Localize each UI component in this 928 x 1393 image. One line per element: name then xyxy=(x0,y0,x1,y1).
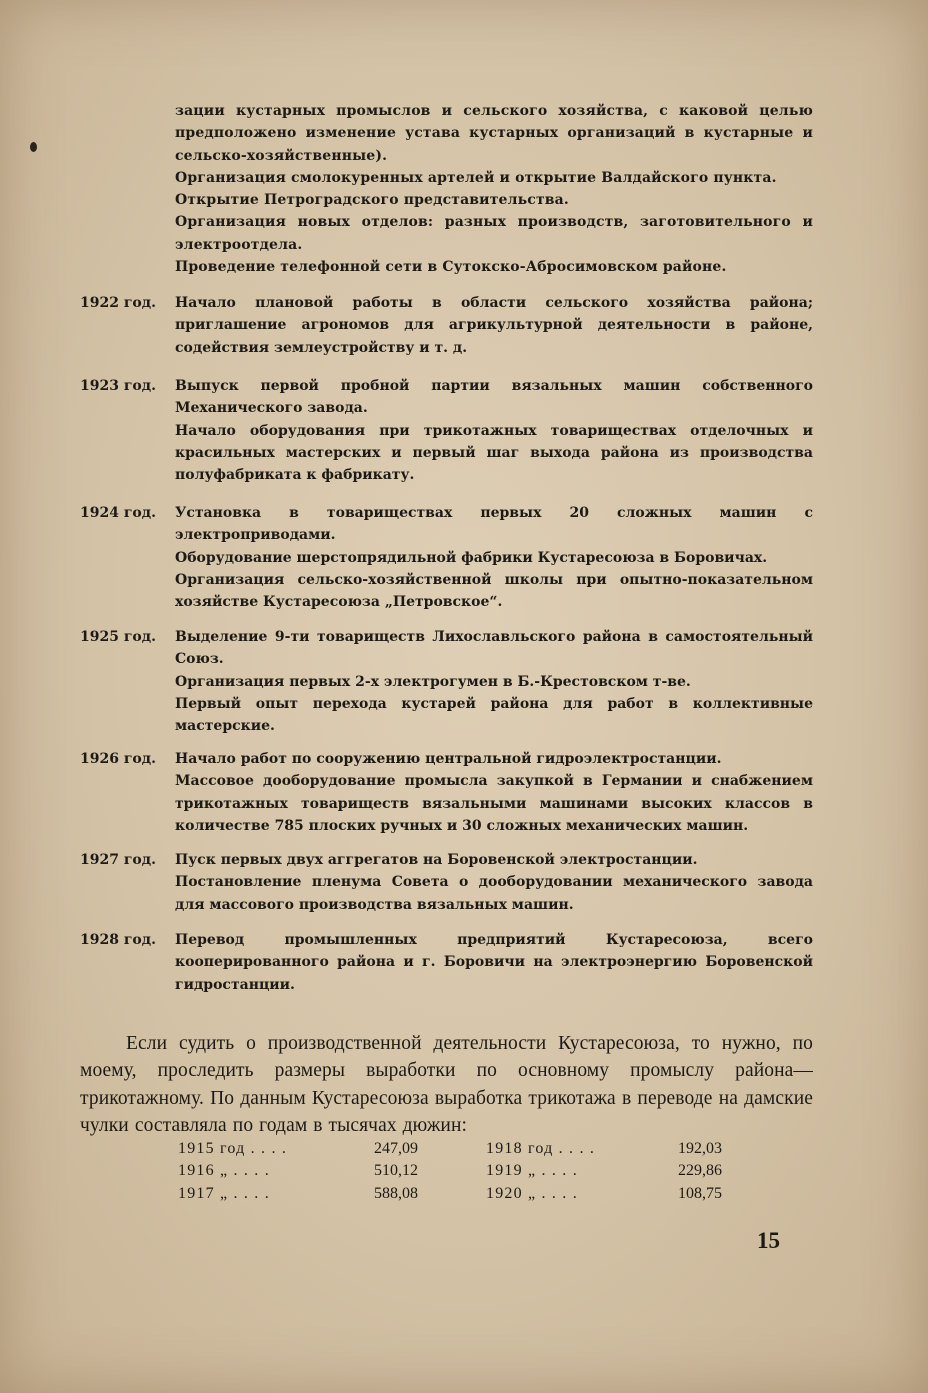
row-label: 1920 „ . . . . xyxy=(486,1184,578,1202)
intro-line: Проведение телефонной сети в Сутокско-Абросимовском районе. xyxy=(175,259,727,276)
chronology-entry-1923 xyxy=(80,375,813,486)
intro-line: Открытие Петроградского представительства. xyxy=(175,192,569,209)
entry-text: Выпуск первой пробной партии вязальных машин собственного Механического завода. xyxy=(175,378,813,417)
row-value: 588,08 xyxy=(374,1184,418,1202)
chronology-entry-1925 xyxy=(80,626,813,737)
entry-text: Выделение 9-ти товариществ Лихославльского района в самостоятельный Союз. xyxy=(175,629,813,668)
entry-text: Оборудование шерстопрядильной фабрики Кустаресоюза в Боровичах. xyxy=(175,549,768,566)
chronology-entry-1924 xyxy=(80,502,813,613)
row-value: 510,12 xyxy=(374,1162,418,1180)
chronology-entry-1928 xyxy=(80,929,813,996)
entry-text: Начало работ по сооружению центральной гидроэлектростанции. xyxy=(175,751,722,767)
chronology-entry-1922 xyxy=(80,292,813,359)
row-value: 229,86 xyxy=(678,1162,722,1180)
chronology-entry-1927 xyxy=(80,849,813,916)
production-table-left xyxy=(178,1138,418,1205)
row-label: 1918 год . . . . xyxy=(486,1140,596,1157)
entry-text: Организация сельско-хозяйственной школы при опытно-показательном хозяйстве Кустаресоюза „Петровское“. xyxy=(175,571,813,611)
entry-text: Пуск первых двух аггрегатов на Боровенской электростанции. xyxy=(175,852,698,868)
entry-year: 1924 год. xyxy=(80,505,156,521)
table-row xyxy=(486,1160,722,1182)
entry-text: Организация первых 2-х электрогумен в Б.-Крестовском т-ве. xyxy=(175,673,691,690)
entry-year: 1927 год. xyxy=(80,852,156,868)
row-value: 247,09 xyxy=(374,1140,418,1157)
table-row xyxy=(486,1138,722,1160)
body-paragraph: Если судить о производственной деятельности Кустаресоюза, то нужно, по моему, проследить размеры выработки по основному промыслу района—трикотажному. По данным Кустаресоюза выработка трикотажа в переводе на дамские чулки составляла по годам в тысячах дюжин: xyxy=(80,1032,813,1136)
row-label: 1917 „ . . . . xyxy=(178,1184,270,1202)
table-row xyxy=(178,1183,418,1205)
entry-text: Массовое дооборудование промысла закупкой в Германии и снабжением трикотажных товариществ вязальными машинами высоких классов в количестве 785 плоских ручных и 30 сложных механических машин. xyxy=(175,773,813,834)
row-label: 1919 „ . . . . xyxy=(486,1162,578,1180)
table-row xyxy=(486,1183,722,1205)
table-row xyxy=(178,1160,418,1182)
row-value: 192,03 xyxy=(678,1140,722,1157)
production-table-right xyxy=(486,1138,722,1205)
ink-spot xyxy=(30,142,37,152)
chronology-entry-1926 xyxy=(80,748,813,837)
entry-text: Первый опыт перехода кустарей района для работ в коллективные мастерские. xyxy=(175,695,813,735)
intro-line: зации кустарных промыслов и сельского хозяйства, с каковой целью предположено изменение устава кустарных организаций в кустарные и сельско-хозяйственные). xyxy=(175,103,813,164)
row-value: 108,75 xyxy=(678,1184,722,1202)
row-label: 1915 год . . . . xyxy=(178,1140,288,1157)
entry-text: Начало плановой работы в области сельского хозяйства района; приглашение агрономов для агрикультурной деятельности в районе, содействия землеустройству и т. д. xyxy=(175,295,813,356)
entry-text: Постановление пленума Совета о дооборудовании механического завода для массового производства вязальных машин. xyxy=(175,874,813,913)
entry-text: Установка в товариществах первых 20 сложных машин с электроприводами. xyxy=(175,505,813,544)
intro-text xyxy=(175,100,813,278)
entry-text: Перевод промышленных предприятий Кустаресоюза, всего кооперированного района и г. Боровичи на электроэнергию Боровенской гидростанции. xyxy=(175,932,813,993)
intro-line: Организация новых отделов: разных производств, заготовительного и электроотдела. xyxy=(175,214,813,253)
table-row xyxy=(178,1138,418,1160)
row-label: 1916 „ . . . . xyxy=(178,1162,270,1180)
entry-year: 1925 год. xyxy=(80,629,156,645)
page-number: 15 xyxy=(757,1228,780,1253)
entry-year: 1922 год. xyxy=(80,295,156,311)
entry-year: 1926 год. xyxy=(80,751,156,767)
entry-text: Начало оборудования при трикотажных товариществах отделочных и красильных мастерских и первый шаг выхода района из производства полуфабриката к фабрикату. xyxy=(175,422,813,484)
intro-line: Организация смолокуренных артелей и открытие Валдайского пункта. xyxy=(175,169,777,186)
entry-year: 1923 год. xyxy=(80,378,156,394)
entry-year: 1928 год. xyxy=(80,932,156,948)
